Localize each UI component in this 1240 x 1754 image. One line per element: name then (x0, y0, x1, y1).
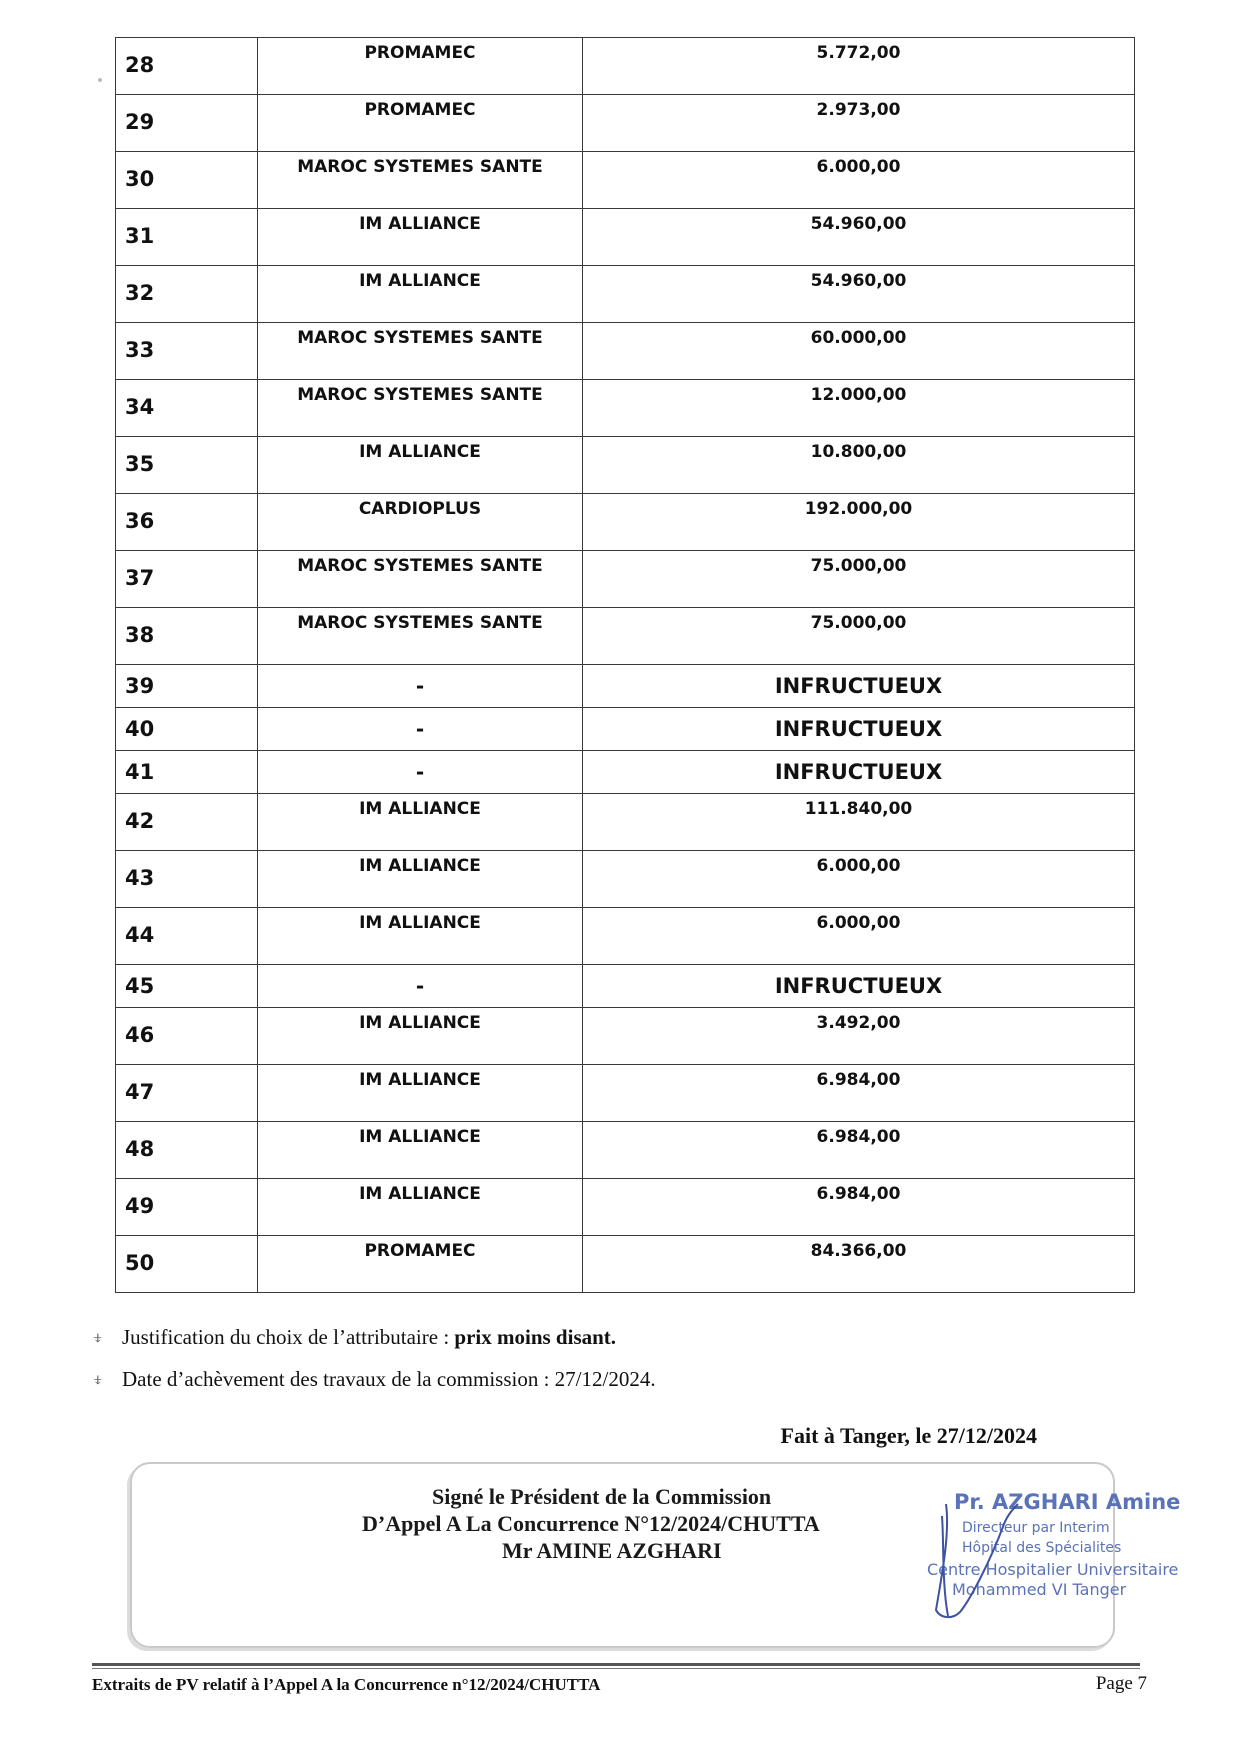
attributaire-cell: - (258, 965, 583, 1008)
montant-cell: 60.000,00 (583, 323, 1135, 380)
table-row (116, 794, 1135, 851)
montant-cell: 6.984,00 (583, 1122, 1135, 1179)
montant-cell: 6.000,00 (583, 152, 1135, 209)
montant-cell: 3.492,00 (583, 1008, 1135, 1065)
justification-value: prix moins disant. (454, 1325, 617, 1349)
lot-number-cell: 38 (116, 608, 258, 665)
attributaire-cell: MAROC SYSTEMES SANTE (258, 152, 583, 209)
attributaire-cell: MAROC SYSTEMES SANTE (258, 608, 583, 665)
lot-number-cell: 28 (116, 38, 258, 95)
table-row (116, 1065, 1135, 1122)
place-date: Fait à Tanger, le 27/12/2024 (780, 1423, 1037, 1448)
attributaire-cell: PROMAMEC (258, 1236, 583, 1293)
attributaire-cell: IM ALLIANCE (258, 1065, 583, 1122)
table-row (116, 1008, 1135, 1065)
lot-number-cell: 43 (116, 851, 258, 908)
stamp-centre: Centre Hospitalier Universitaire (927, 1560, 1179, 1579)
completion-date-text: Date d’achèvement des travaux de la commission : 27/12/2024. (122, 1367, 656, 1391)
montant-cell: 6.000,00 (583, 908, 1135, 965)
attributaire-cell: MAROC SYSTEMES SANTE (258, 323, 583, 380)
attributaire-cell: IM ALLIANCE (258, 1179, 583, 1236)
montant-cell: 111.840,00 (583, 794, 1135, 851)
table-row (116, 38, 1135, 95)
page-number: Page 7 (1095, 1673, 1147, 1694)
lot-number-cell: 36 (116, 494, 258, 551)
montant-cell: 84.366,00 (583, 1236, 1135, 1293)
footer-rule-thin (92, 1668, 1140, 1669)
table-row (116, 965, 1135, 1008)
attributaire-cell: IM ALLIANCE (258, 1122, 583, 1179)
table-row (116, 494, 1135, 551)
lot-number-cell: 44 (116, 908, 258, 965)
bullet-arrow-icon: ⍖ (92, 1369, 104, 1391)
table-row (116, 323, 1135, 380)
lot-number-cell: 49 (116, 1179, 258, 1236)
completion-date-note (92, 1367, 656, 1392)
lot-number-cell: 39 (116, 665, 258, 708)
table-row (116, 266, 1135, 323)
attributaire-cell: MAROC SYSTEMES SANTE (258, 380, 583, 437)
footer-title: Extraits de PV relatif à l’Appel A la Concurrence n°12/2024/CHUTTA (92, 1675, 601, 1694)
montant-cell: 6.984,00 (583, 1179, 1135, 1236)
justification-label: Justification du choix de l’attributaire : (122, 1325, 450, 1349)
lot-number-cell: 40 (116, 708, 258, 751)
table-row (116, 380, 1135, 437)
lot-number-cell: 50 (116, 1236, 258, 1293)
attributaire-cell: PROMAMEC (258, 38, 583, 95)
table-row (116, 708, 1135, 751)
table-row (116, 152, 1135, 209)
lot-number-cell: 45 (116, 965, 258, 1008)
montant-cell: 75.000,00 (583, 551, 1135, 608)
table-row (116, 1236, 1135, 1293)
montant-cell: INFRUCTUEUX (583, 665, 1135, 708)
montant-cell: 192.000,00 (583, 494, 1135, 551)
attributaire-cell: IM ALLIANCE (258, 908, 583, 965)
attributaire-cell: IM ALLIANCE (258, 1008, 583, 1065)
lot-number-cell: 46 (116, 1008, 258, 1065)
attributaire-cell: IM ALLIANCE (258, 209, 583, 266)
table-row (116, 551, 1135, 608)
signature-line-3: Mr AMINE AZGHARI (502, 1538, 722, 1563)
signature-line-1: Signé le Président de la Commission (432, 1484, 772, 1509)
attributaire-cell: IM ALLIANCE (258, 266, 583, 323)
stamp-name: Pr. AZGHARI Amine (954, 1490, 1181, 1514)
attributaire-cell: PROMAMEC (258, 95, 583, 152)
table-row (116, 1179, 1135, 1236)
montant-cell: INFRUCTUEUX (583, 965, 1135, 1008)
table-row (116, 851, 1135, 908)
stamp-city: Mohammed VI Tanger (952, 1580, 1127, 1599)
results-table (115, 37, 1135, 1293)
lot-number-cell: 48 (116, 1122, 258, 1179)
lot-number-cell: 41 (116, 751, 258, 794)
lot-number-cell: 35 (116, 437, 258, 494)
lot-number-cell: 37 (116, 551, 258, 608)
table-row (116, 608, 1135, 665)
table-row (116, 751, 1135, 794)
attributaire-cell: IM ALLIANCE (258, 851, 583, 908)
montant-cell: 54.960,00 (583, 209, 1135, 266)
attributaire-cell: CARDIOPLUS (258, 494, 583, 551)
signature-line-2: D’Appel A La Concurrence N°12/2024/CHUTTA (362, 1511, 820, 1536)
montant-cell: 6.984,00 (583, 1065, 1135, 1122)
lot-number-cell: 32 (116, 266, 258, 323)
lot-number-cell: 33 (116, 323, 258, 380)
attributaire-cell: IM ALLIANCE (258, 437, 583, 494)
footer-rule (92, 1663, 1140, 1666)
attributaire-cell: MAROC SYSTEMES SANTE (258, 551, 583, 608)
montant-cell: 54.960,00 (583, 266, 1135, 323)
montant-cell: 5.772,00 (583, 38, 1135, 95)
lot-number-cell: 42 (116, 794, 258, 851)
stamp-role: Directeur par Interim (962, 1520, 1110, 1536)
table-row (116, 437, 1135, 494)
official-stamp (792, 1474, 1181, 1644)
lot-number-cell: 47 (116, 1065, 258, 1122)
attributaire-cell: - (258, 665, 583, 708)
attributaire-cell: - (258, 708, 583, 751)
montant-cell: INFRUCTUEUX (583, 708, 1135, 751)
bullet-arrow-icon: ⍖ (92, 1327, 104, 1349)
lot-number-cell: 30 (116, 152, 258, 209)
table-row (116, 1122, 1135, 1179)
handwritten-signature-icon (792, 1474, 1112, 1644)
scan-speck (98, 78, 102, 82)
table-row (116, 908, 1135, 965)
stamp-hospital: Hôpital des Spécialites (962, 1540, 1122, 1556)
montant-cell: INFRUCTUEUX (583, 751, 1135, 794)
table-row (116, 665, 1135, 708)
montant-cell: 12.000,00 (583, 380, 1135, 437)
montant-cell: 2.973,00 (583, 95, 1135, 152)
results-table-body (116, 38, 1135, 1293)
signature-box (130, 1462, 1181, 1648)
lot-number-cell: 29 (116, 95, 258, 152)
attributaire-cell: IM ALLIANCE (258, 794, 583, 851)
montant-cell: 75.000,00 (583, 608, 1135, 665)
justification-note (92, 1325, 616, 1350)
attributaire-cell: - (258, 751, 583, 794)
table-row (116, 95, 1135, 152)
lot-number-cell: 31 (116, 209, 258, 266)
montant-cell: 10.800,00 (583, 437, 1135, 494)
lot-number-cell: 34 (116, 380, 258, 437)
table-row (116, 209, 1135, 266)
montant-cell: 6.000,00 (583, 851, 1135, 908)
